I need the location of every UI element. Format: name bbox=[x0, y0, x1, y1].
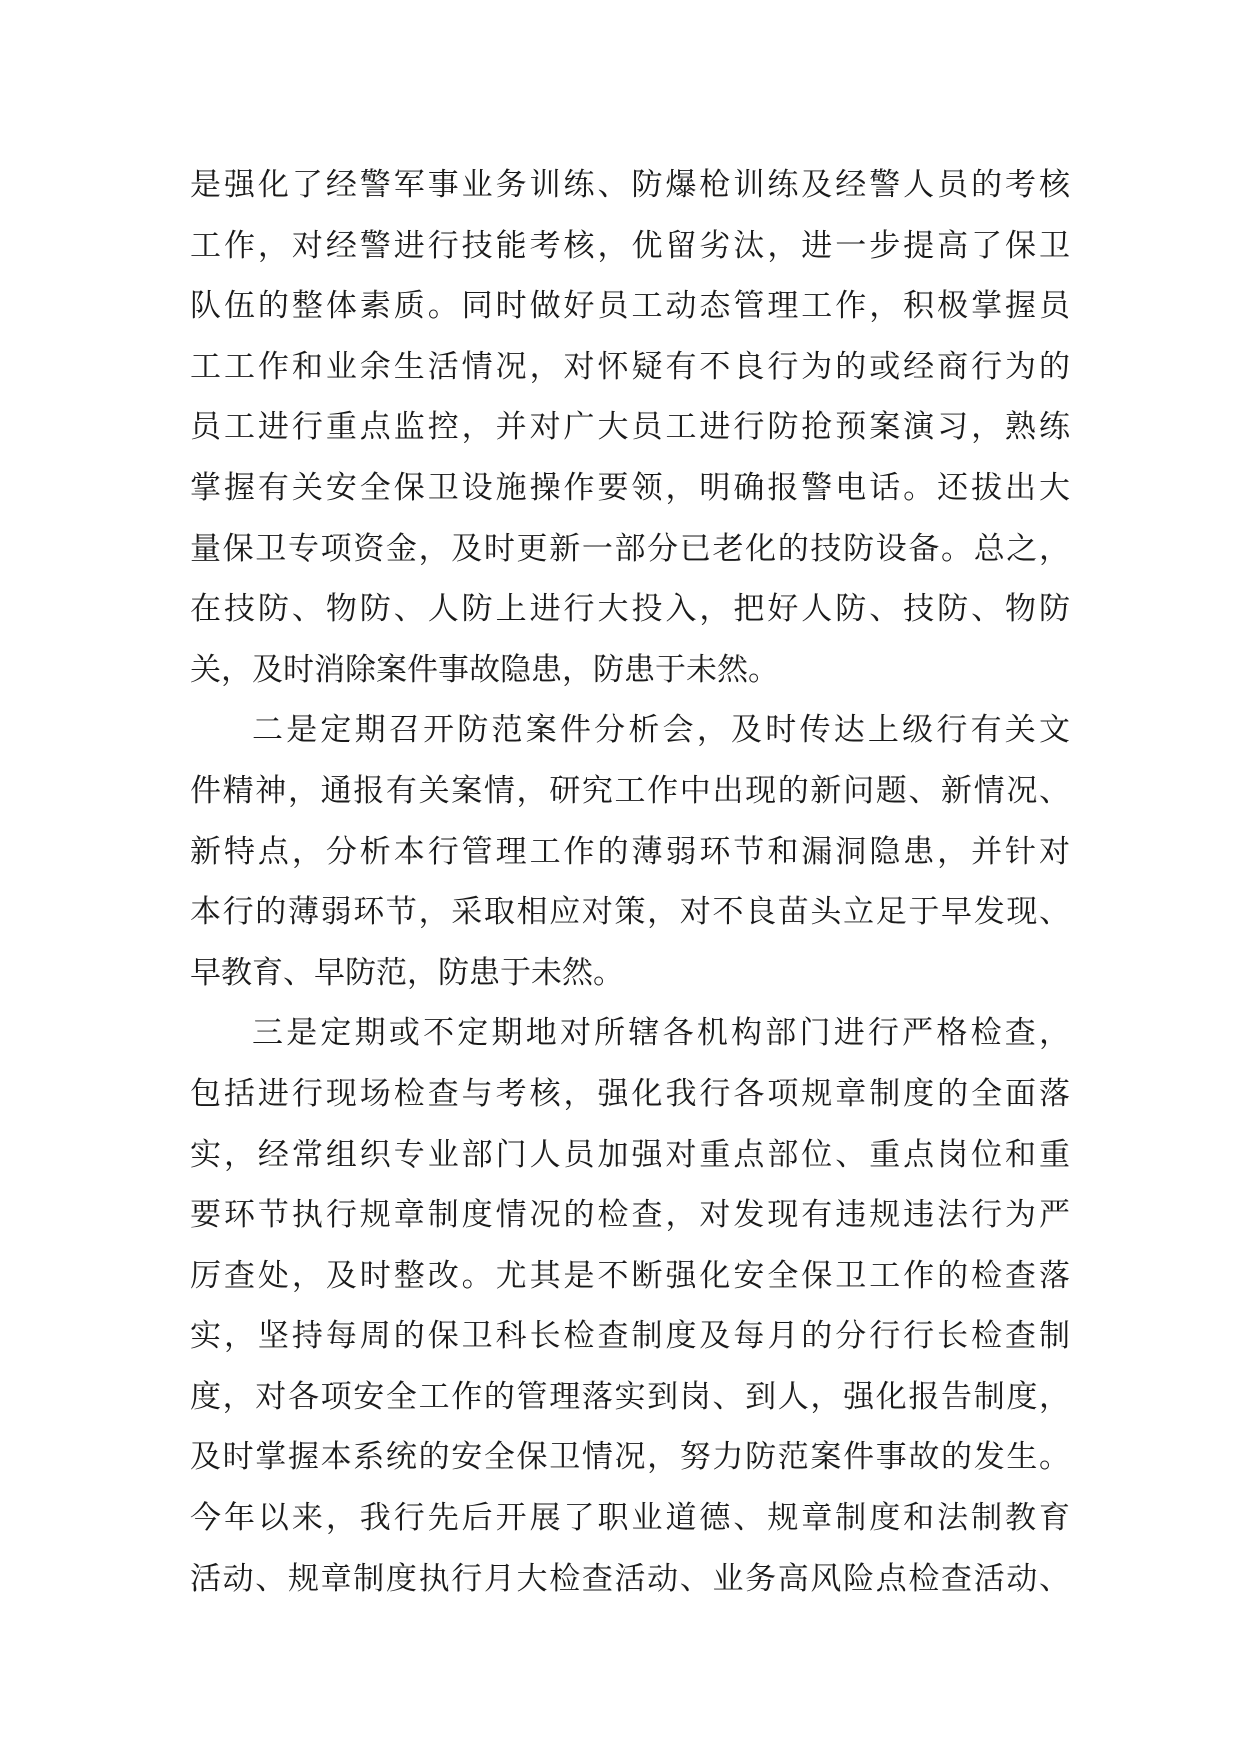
text-line: 量保卫专项资金，及时更新一部分已老化的技防设备。总之， bbox=[190, 530, 1070, 567]
text-line: 掌握有关安全保卫设施操作要领，明确报警电话。还拔出大 bbox=[190, 469, 1070, 506]
text-line: 实，坚持每周的保卫科长检查制度及每月的分行行长检查制 bbox=[190, 1318, 1070, 1355]
text-line: 件精神，通报有关案情，研究工作中出现的新问题、新情况、 bbox=[190, 772, 1070, 809]
text-line: 新特点，分析本行管理工作的薄弱环节和漏洞隐患，并针对 bbox=[190, 833, 1070, 870]
text-line: 今年以来，我行先后开展了职业道德、规章制度和法制教育 bbox=[190, 1500, 1070, 1537]
text-line: 队伍的整体素质。同时做好员工动态管理工作，积极掌握员 bbox=[190, 288, 1070, 325]
paragraph-first-line: 二是定期召开防范案件分析会，及时传达上级行有关文 bbox=[252, 712, 1070, 749]
body-text bbox=[190, 155, 1070, 1609]
text-line: 及时掌握本系统的安全保卫情况，努力防范案件事故的发生。 bbox=[190, 1439, 1070, 1476]
text-line: 工工作和业余生活情况，对怀疑有不良行为的或经商行为的 bbox=[190, 348, 1070, 385]
paragraph-first-line: 三是定期或不定期地对所辖各机构部门进行严格检查， bbox=[252, 1015, 1070, 1052]
text-line: 早教育、早防范，防患于未然。 bbox=[190, 954, 624, 991]
text-line: 在技防、物防、人防上进行大投入，把好人防、技防、物防 bbox=[190, 591, 1070, 628]
text-line: 要环节执行规章制度情况的检查，对发现有违规违法行为严 bbox=[190, 1197, 1070, 1234]
text-line: 工作，对经警进行技能考核，优留劣汰，进一步提高了保卫 bbox=[190, 227, 1070, 264]
text-line: 活动、规章制度执行月大检查活动、业务高风险点检查活动、 bbox=[190, 1560, 1070, 1597]
text-line: 员工进行重点监控，并对广大员工进行防抢预案演习，熟练 bbox=[190, 409, 1070, 446]
text-line: 关，及时消除案件事故隐患，防患于未然。 bbox=[190, 651, 779, 688]
text-line: 是强化了经警军事业务训练、防爆枪训练及经警人员的考核 bbox=[190, 167, 1070, 203]
text-line: 实，经常组织专业部门人员加强对重点部位、重点岗位和重 bbox=[190, 1136, 1070, 1173]
text-line: 包括进行现场检查与考核，强化我行各项规章制度的全面落 bbox=[190, 1075, 1070, 1112]
text-line: 度，对各项安全工作的管理落实到岗、到人，强化报告制度， bbox=[190, 1378, 1070, 1415]
text-line: 本行的薄弱环节，采取相应对策，对不良苗头立足于早发现、 bbox=[190, 894, 1070, 931]
text-line: 厉查处，及时整改。尤其是不断强化安全保卫工作的检查落 bbox=[190, 1257, 1070, 1294]
